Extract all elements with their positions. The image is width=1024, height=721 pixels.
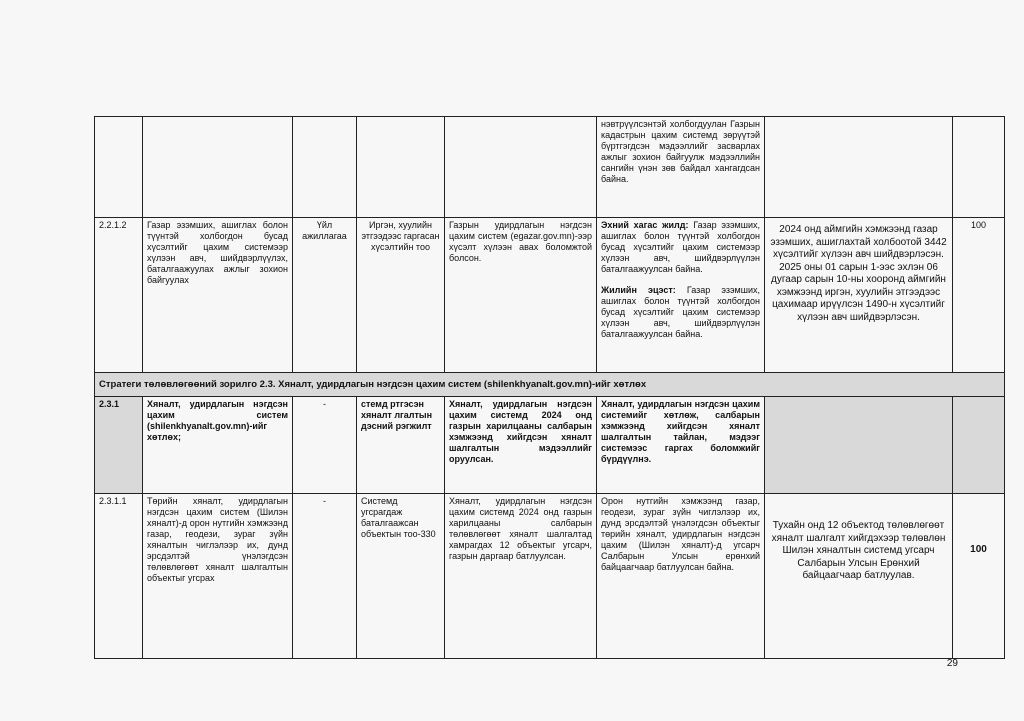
page-number: 29 bbox=[946, 658, 958, 669]
indicator-cell: стемд ртгэсэн хяналт лгалтын дэсний рэгжилт bbox=[357, 397, 445, 494]
code-cell: 2.3.1.1 bbox=[95, 494, 143, 659]
table-row bbox=[95, 494, 1005, 659]
annual-text: Газар эзэмших, ашиглах болон түүнтэй холбогдон бусад хүсэлтийг цахим системээр хүлээн авч, шийдвэрлүүлэн баталгаажуулсан байна. bbox=[601, 285, 760, 339]
activity-cell: Газар эзэмших, ашиглах болон түүнтэй холбогдон бусад хүсэлтийг цахим системээр хүлээн авч, шийдвэрлүүлэх, баталгаажуулах ажлыг зохион байгуулах bbox=[143, 218, 293, 373]
table-row bbox=[95, 373, 1005, 397]
baseline-cell: Хяналт, удирдлагын нэгдсэн цахим системд 2024 онд газрын харилцааны салбарын хэмжээнд хийгдсэн хяналт шалгалтын мэдээллийг оруулсан. bbox=[445, 397, 597, 494]
code-cell: 2.3.1 bbox=[95, 397, 143, 494]
indicator-cell: Системд угсрагдаж баталгаажсан объектын тоо-330 bbox=[357, 494, 445, 659]
table-row bbox=[95, 117, 1005, 218]
baseline-cell: Газрын удирдлагын нэгдсэн цахим систем (egazar.gov.mn)-ээр хүсэлт хүлээн авах боломжтой болсон. bbox=[445, 218, 597, 373]
score-cell: 100 bbox=[953, 218, 1005, 373]
indicator-cell: Иргэн, хуулийн этгээдээс гаргасан хүсэлтийн тоо bbox=[357, 218, 445, 373]
table-row bbox=[95, 397, 1005, 494]
plan-table bbox=[94, 116, 1005, 659]
target-cell: Орон нутгийн хэмжээнд газар, геодези, зураг зүйн чиглэлээр их, дунд эрсдэлтэй үнэлэгдсэн объектыг төрийн хяналт, удирдлагын нэгдсэн цахим (Шилэн хяналт)-д угсарч Салбарын Улсын ерөнхий байцаагчаар батлуулсан байна. bbox=[597, 494, 765, 659]
responsible-cell: Үйл ажиллагаа bbox=[293, 218, 357, 373]
current-label: Эхний хагас жилд: bbox=[601, 220, 689, 230]
result-cell: Тухайн онд 12 объектод төлөвлөгөөт хяналт шалгалт хийгдэхээр төлөвлөн Шилэн хяналтын системд угсарч Салбарын Улсын Ерөнхий байцаагчаар батлуулав. bbox=[765, 494, 953, 659]
implementation-cell: нэвтрүүлсэнтэй холбогдуулан Газрын кадастрын цахим системд зөрүүтэй бүртгэгдсэн мэдээллийг засварлах ажлыг зохион байгуулж мэдээллийн сангийн үнэн зөв байдал хангагдсан байна. bbox=[597, 117, 765, 218]
strategy-heading: Стратеги төлөвлөгөөний зорилго 2.3. Хяналт, удирдлагын нэгдсэн цахим систем (shilenkhyanalt.gov.mn)-ийг хөтлөх bbox=[95, 373, 1005, 397]
current-text: Газар эзэмших, ашиглах болон түүнтэй холбогдон бусад хүсэлтийг цахим системээр хүлээн авч, шийдвэрлүүлэн баталгаажуулсан байна. bbox=[601, 220, 760, 274]
activity-cell: Хяналт, удирдлагын нэгдсэн цахим систем (shilenkhyanalt.gov.mn)-ийг хөтлөх; bbox=[143, 397, 293, 494]
table-row bbox=[95, 218, 1005, 373]
implementation-cell bbox=[597, 218, 765, 373]
code-cell: 2.2.1.2 bbox=[95, 218, 143, 373]
annual-label: Жилийн эцэст: bbox=[601, 285, 676, 295]
baseline-cell: Хяналт, удирдлагын нэгдсэн цахим системд 2024 онд газрын харилцааны салбарын төлөвлөгөөт хяналт шалгалтад хамрагдах 12 объектыг угсарч, газрын даргаар батлуулсан. bbox=[445, 494, 597, 659]
result-cell: 2024 онд аймгийн хэмжээнд газар эзэмших, ашиглахтай холбоотой 3442 хүсэлтийг хүлээн авч шийдвэрлэсэн. 2025 оны 01 сарын 1-ээс эхлэн 06 дугаар сарын 10-ны хооронд аймгийн хэмжээнд иргэн, хуулийн этгээдээс цахимаар ирүүлсэн 1490-н хүсэлтийг хүлээн авч шийдвэрлэсэн. bbox=[765, 218, 953, 373]
responsible-cell: - bbox=[293, 494, 357, 659]
score-cell: 100 bbox=[953, 494, 1005, 659]
target-cell: Хяналт, удирдлагын нэгдсэн цахим системийг хөтлөж, салбарын хэмжээнд хийгдсэн хяналт шалгалтын тайлан, мэдээг системээс гаргах боломжийг бүрдүүлнэ. bbox=[597, 397, 765, 494]
activity-cell: Төрийн хяналт, удирдлагын нэгдсэн цахим систем (Шилэн хяналт)-д орон нутгийн хэмжээнд газар, геодези, зураг зүйн хяналтын чиглэлээр их, дунд эрсдэлтэй үнэлэгдсэн төлөвлөгөөт хяналт шалгалтын объектыг угсрах bbox=[143, 494, 293, 659]
responsible-cell: - bbox=[293, 397, 357, 494]
